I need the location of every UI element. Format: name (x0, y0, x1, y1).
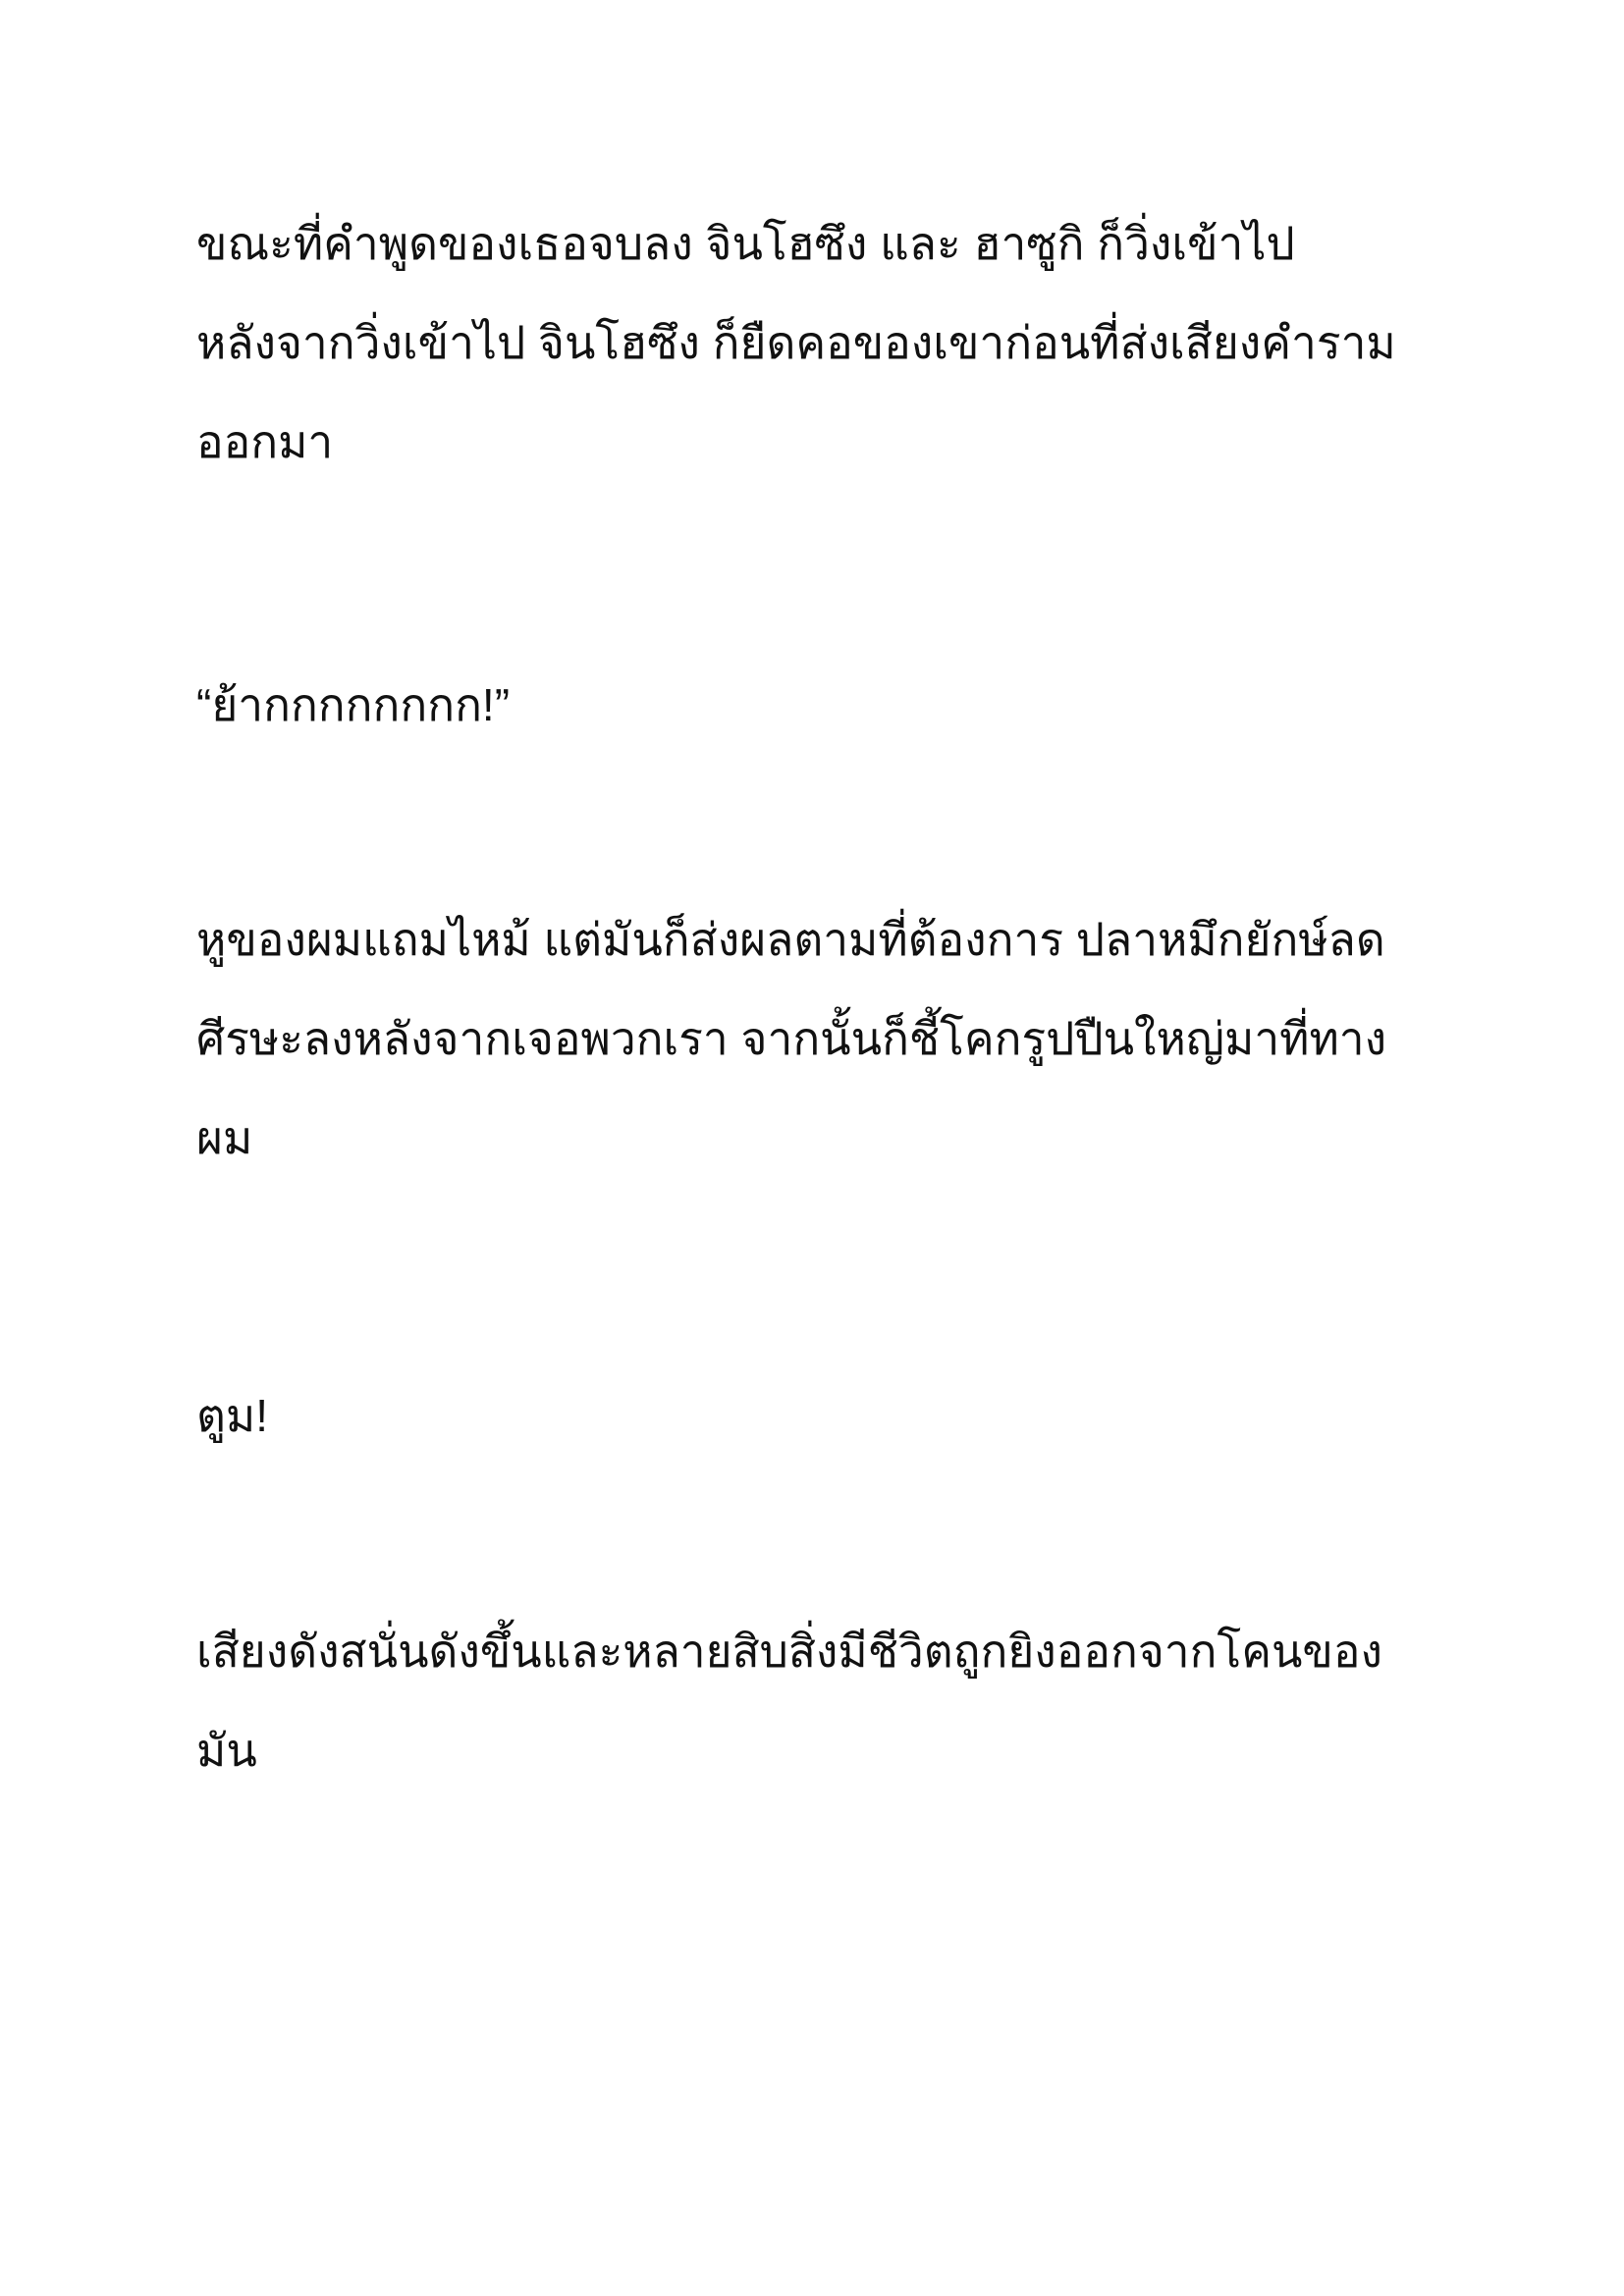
paragraph-line: ผม (196, 1112, 253, 1163)
paragraph-line: ออกมา (196, 416, 334, 467)
paragraph-5 (196, 1602, 1473, 1800)
paragraph-line: ศีรษะลงหลังจากเจอพวกเรา จากนั้นก็ชี้โคกรูปปืนใหญ่มาที่ทาง (196, 1013, 1387, 1064)
paragraph-line: หูของผมแถมไหม้ แต่มันก็ส่งผลตามที่ต้องการ ปลาหมึกยักษ์ลด (196, 914, 1385, 965)
paragraph-2 (196, 656, 1473, 755)
paragraph-line: มัน (196, 1725, 257, 1776)
dialogue-line: “ย้ากกกกกกกก!” (196, 679, 511, 730)
paragraph-3 (196, 890, 1473, 1188)
paragraph-line: เสียงดังสนั่นดังขึ้นและหลายสิบสิ่งมีชีวิตถูกยิงออกจากโคนของ (196, 1626, 1382, 1677)
sound-effect-line: ตูม! (196, 1390, 268, 1441)
paragraph-line: หลังจากวิ่งเข้าไป จินโฮซึง ก็ยืดคอของเขาก่อนที่ส่งเสียงคำราม (196, 317, 1396, 368)
paragraph-4 (196, 1366, 1473, 1466)
paragraph-1 (196, 194, 1473, 492)
paragraph-line: ขณะที่คำพูดของเธอจบลง จินโฮซึง และ ฮาซูกิ ก็วิ่งเข้าไป (196, 218, 1295, 269)
